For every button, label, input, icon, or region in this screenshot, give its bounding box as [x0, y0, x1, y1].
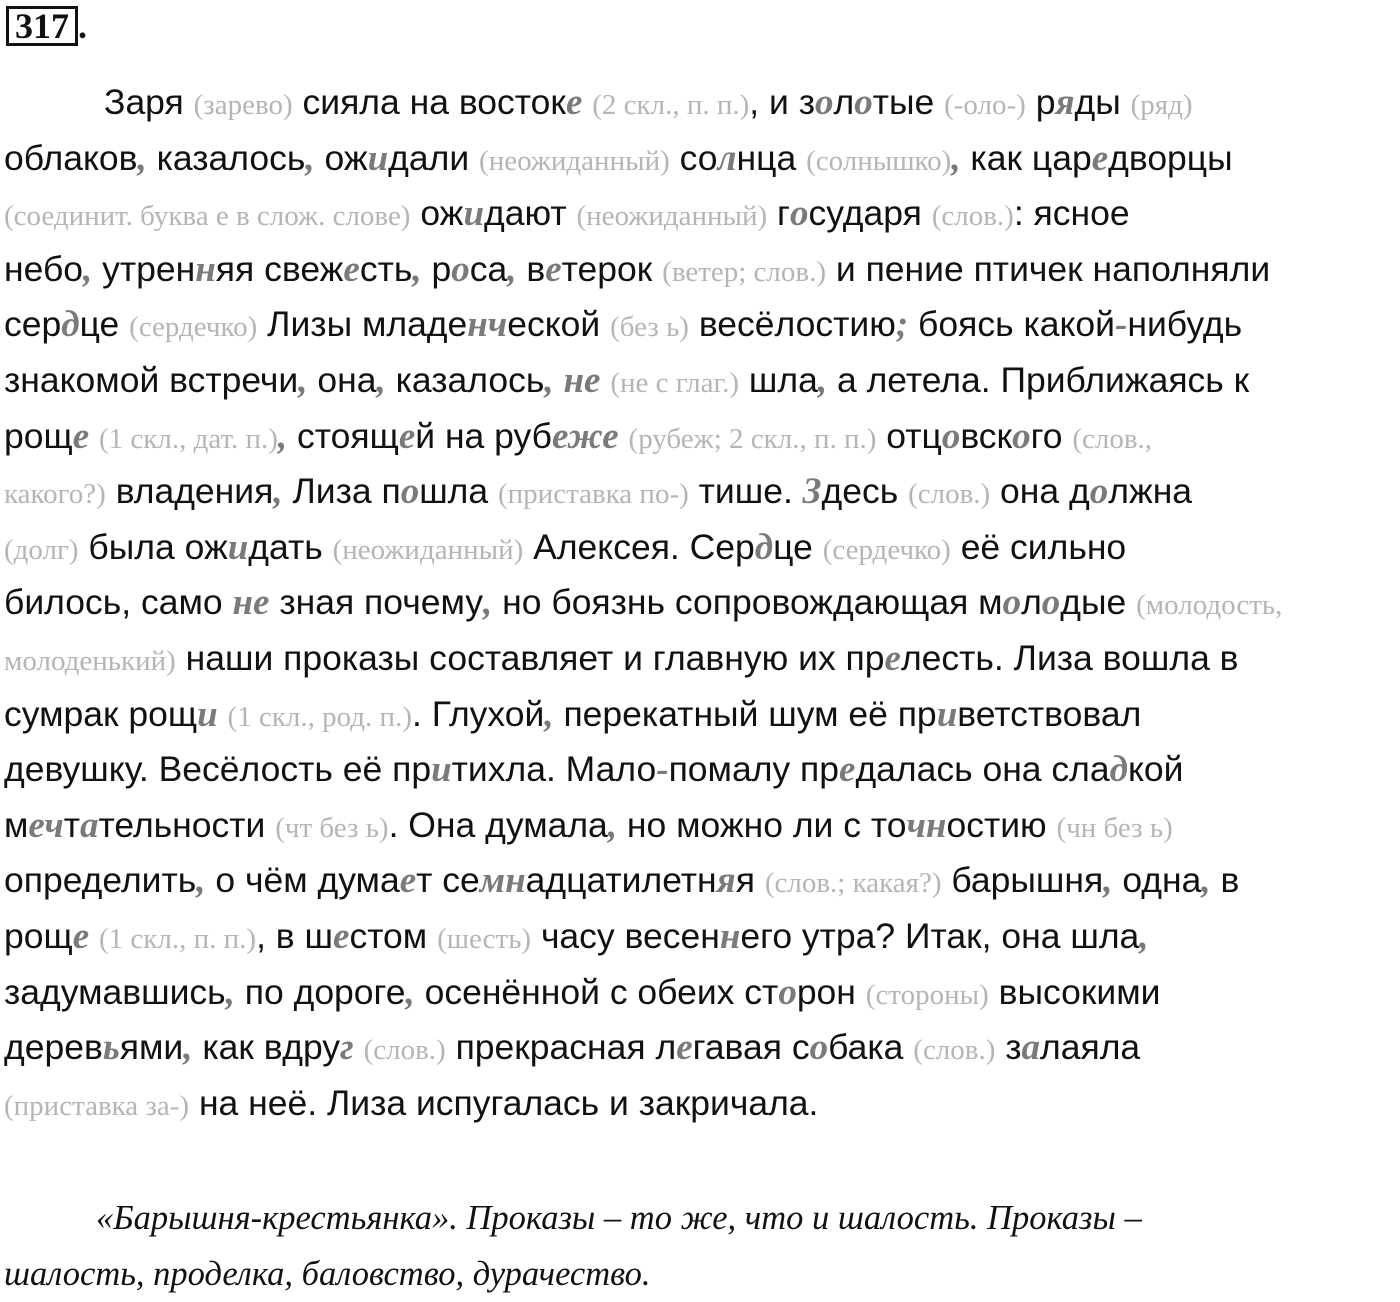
spelling-note: (1 скл., п. п.) [99, 922, 257, 955]
spelling-note: (-оло-) [944, 89, 1026, 121]
text-segment: го [1030, 415, 1073, 456]
text-line [4, 186, 1396, 242]
text-segment: т [63, 804, 81, 845]
text-segment: г [767, 193, 790, 234]
spelling-note: какого?) [4, 478, 106, 511]
spelling-note: (ветер; слов.) [662, 255, 827, 288]
text-segment: ями [119, 1027, 184, 1068]
highlighted-spelling: о [1012, 415, 1031, 457]
highlighted-spelling: е [398, 415, 416, 457]
highlighted-spelling: о [1089, 471, 1109, 513]
spelling-note: (слов.) [363, 1034, 446, 1067]
text-segment: но боязнь сопровождающая м [492, 582, 1003, 623]
highlighted-spelling: , [607, 804, 618, 846]
text-segment: но можно ли с то [617, 804, 907, 845]
text-line [4, 798, 1396, 854]
text-segment: казалось [146, 137, 306, 178]
spelling-note: (без ь) [610, 311, 689, 344]
text-segment: высокими [988, 971, 1161, 1012]
text-segment: це [79, 304, 130, 345]
text-segment: её сильно [950, 526, 1127, 567]
text-line [4, 1076, 1396, 1132]
text-segment: а летела. Приближаясь к [827, 359, 1250, 400]
text-line [4, 575, 1396, 631]
highlighted-spelling: о [789, 193, 809, 235]
exercise-number-box: 317 [6, 6, 78, 46]
text-segment: вск [960, 415, 1013, 456]
highlighted-spelling: о [854, 82, 873, 123]
text-segment: знакомой встречи [4, 359, 299, 400]
text-segment: . Глухой [411, 693, 545, 734]
text-segment: лжна [1108, 471, 1193, 512]
text-line [4, 75, 1396, 131]
text-segment: определить [4, 860, 197, 901]
text-segment: нца [736, 137, 807, 178]
text-segment: его утра? Итак, она шла [740, 915, 1140, 956]
text-segment: ветствовал [957, 693, 1142, 734]
text-segment: еской [507, 304, 611, 345]
text-segment: билось, само [4, 582, 233, 623]
highlighted-spelling: д [1109, 749, 1128, 791]
text-segment: м [4, 804, 29, 845]
highlighted-spelling: е [839, 749, 856, 791]
spelling-note: (рубеж; 2 скл., п. п.) [628, 422, 877, 455]
text-segment: рощ [4, 915, 73, 956]
text-segment: р [421, 248, 452, 289]
highlighted-spelling: и [197, 693, 218, 735]
highlighted-spelling: - [1115, 304, 1128, 346]
spelling-note: (солнышко) [806, 144, 952, 177]
text-line [4, 965, 1396, 1021]
highlighted-spelling: н [195, 248, 216, 290]
highlighted-spelling: , [405, 971, 415, 1013]
highlighted-spelling: , [277, 415, 288, 457]
text-segment: остию [946, 804, 1057, 845]
highlighted-spelling: , [412, 248, 422, 290]
text-line [4, 909, 1396, 965]
text-segment: была ож [78, 526, 228, 567]
text-segment: терок [561, 248, 663, 289]
text-segment: кой [1127, 749, 1184, 790]
text-segment: облаков [4, 137, 138, 178]
text-segment: на неё. Лиза испугалась и закричала. [189, 1082, 819, 1123]
text-segment: дые [1060, 582, 1137, 623]
text-segment: по дороге [234, 971, 406, 1012]
highlighted-spelling: е [72, 915, 90, 957]
highlighted-spelling: л [717, 137, 737, 179]
text-segment: лаяла [1040, 1027, 1141, 1068]
text-segment: часу весен [531, 915, 720, 956]
highlighted-spelling: и [227, 526, 249, 568]
highlighted-spelling: не [563, 359, 601, 401]
text-line [4, 242, 1396, 298]
highlighted-spelling: е [545, 248, 562, 290]
text-segment: боясь какой [908, 304, 1116, 345]
text-segment: тише. [688, 471, 803, 512]
highlighted-spelling: , [376, 359, 386, 401]
highlighted-spelling: мн [479, 860, 526, 902]
spelling-note: (неожиданный) [576, 200, 768, 233]
spelling-note: (слов.) [908, 478, 991, 511]
spelling-note: (неожиданный) [332, 533, 524, 566]
highlighted-spelling: , [273, 471, 283, 513]
highlighted-spelling: чн [906, 804, 947, 846]
highlighted-spelling: е [884, 637, 901, 679]
highlighted-spelling: , [305, 137, 315, 179]
highlighted-spelling: ; [895, 304, 909, 346]
highlighted-spelling: и [936, 693, 958, 735]
text-segment: ож [314, 137, 368, 178]
text-segment: со [669, 137, 718, 178]
highlighted-spelling: , [1103, 860, 1113, 902]
text-segment: ды [1074, 82, 1131, 122]
text-line [4, 853, 1396, 909]
text-segment: лесть. Лиза вошла в [900, 637, 1239, 678]
highlighted-spelling: и [367, 137, 389, 179]
text-segment: сть [359, 248, 413, 289]
highlighted-spelling: а [80, 804, 99, 846]
spelling-note: (зарево) [193, 89, 293, 121]
text-segment: це [773, 526, 823, 567]
text-line [4, 742, 1396, 798]
text-segment: , и з [749, 82, 815, 122]
highlighted-spelling: я [1055, 82, 1075, 123]
highlighted-spelling: , [1201, 860, 1211, 902]
text-segment: она [307, 359, 377, 400]
footnote-line: шалость, проделка, баловство, дурачество. [4, 1254, 651, 1293]
text-segment: тихла. Мало [451, 749, 657, 790]
highlighted-spelling: , [544, 693, 554, 735]
text-segment: казалось [385, 359, 545, 400]
text-line [4, 687, 1396, 743]
text-segment: дерев [4, 1027, 103, 1068]
text-segment [600, 360, 610, 400]
spelling-note: (1 скл., дат. п.) [99, 422, 278, 455]
text-segment: л [833, 82, 855, 122]
text-segment: далась она сла [855, 749, 1110, 790]
text-segment [554, 360, 564, 400]
text-segment [354, 1027, 364, 1067]
highlighted-spelling: я [716, 860, 736, 902]
text-segment: десь [821, 471, 909, 512]
spelling-note: молоденький) [4, 644, 176, 677]
highlighted-spelling: г [340, 1027, 354, 1069]
text-line [4, 131, 1396, 187]
text-segment: рон [796, 971, 866, 1012]
text-segment: адцатилетн [525, 860, 717, 901]
spelling-note: (чт без ь) [275, 811, 389, 844]
highlighted-spelling: , [507, 248, 517, 290]
text-segment: : ясное [1013, 193, 1130, 234]
spelling-note: (шесть) [437, 922, 532, 955]
spelling-note: (ряд) [1130, 89, 1193, 121]
highlighted-spelling: д [754, 526, 774, 568]
text-segment: одна [1112, 860, 1202, 901]
text-segment: сумрак рощ [4, 693, 198, 734]
highlighted-spelling: не [232, 582, 270, 624]
text-segment: л [1021, 582, 1042, 623]
highlighted-spelling: е [399, 860, 417, 902]
text-segment: Лиза п [282, 471, 401, 512]
text-segment: нибудь [1127, 304, 1243, 345]
text-segment: в [1210, 860, 1240, 901]
text-segment [218, 694, 228, 734]
spelling-note: (стороны) [865, 978, 989, 1011]
highlighted-spelling: , [544, 359, 554, 401]
highlighted-spelling: нч [467, 304, 508, 346]
spelling-note: (неожиданный) [479, 144, 670, 177]
text-segment: , в ш [256, 915, 333, 956]
highlighted-spelling: е [565, 82, 583, 123]
text-segment: помалу пр [668, 749, 839, 790]
text-segment: утрен [92, 248, 196, 289]
highlighted-spelling: , [951, 137, 961, 179]
text-line [4, 409, 1396, 465]
spelling-note: (соединит. буква е в слож. слове) [4, 200, 411, 233]
text-segment: р [1025, 82, 1056, 122]
text-segment: прекрасная л [445, 1027, 677, 1068]
highlighted-spelling: , [817, 359, 828, 401]
text-segment: т се [416, 860, 480, 901]
text-segment: как цар [960, 137, 1092, 178]
highlighted-spelling: е [72, 415, 90, 457]
text-segment: з [995, 1027, 1022, 1068]
spelling-note: (молодость, [1136, 589, 1283, 622]
highlighted-spelling: и [463, 193, 485, 235]
spelling-note: (слов.) [931, 200, 1014, 233]
highlighted-spelling: , [483, 582, 493, 624]
text-segment: . Она думала [388, 804, 608, 845]
text-segment: наши проказы составляет и главную их пр [175, 637, 885, 678]
highlighted-spelling: е [343, 248, 360, 290]
highlighted-spelling: е [1091, 137, 1109, 179]
text-line [4, 297, 1396, 353]
text-segment: тые [872, 82, 945, 122]
highlighted-spelling: о [778, 971, 797, 1013]
exercise-text [4, 75, 1396, 1131]
spelling-note: (не с глаг.) [610, 366, 740, 399]
highlighted-spelling: н [719, 915, 741, 957]
text-segment: и пение птичек наполняли [826, 248, 1271, 289]
highlighted-spelling: З [802, 471, 822, 513]
text-segment: шла [419, 471, 498, 512]
highlighted-spelling: а [1021, 1027, 1041, 1069]
text-segment [89, 416, 99, 456]
text-segment: тельности [98, 804, 276, 845]
text-segment [582, 82, 592, 122]
text-segment: задумавшись [4, 971, 226, 1012]
spelling-note: (1 скл., род. п.) [227, 700, 412, 733]
text-segment: дают [484, 193, 577, 234]
text-segment: она д [990, 471, 1090, 512]
text-segment: стоящ [287, 415, 399, 456]
text-segment: отц [876, 415, 942, 456]
exercise-number: 317 . [6, 6, 87, 46]
text-segment: са [469, 248, 508, 289]
text-segment: сер [4, 304, 62, 345]
text-segment: Алексея. Сер [523, 526, 755, 567]
text-segment: девушку. Весёлость её пр [4, 749, 432, 790]
highlighted-spelling: и [431, 749, 452, 791]
text-segment: о чём дума [205, 860, 400, 901]
text-segment: барышня [941, 860, 1104, 901]
text-segment: яя свеж [215, 248, 344, 289]
highlighted-spelling: е [333, 915, 350, 957]
text-segment: дали [388, 137, 480, 178]
text-segment: стом [349, 915, 438, 956]
text-line [4, 1020, 1396, 1076]
text-segment [89, 916, 99, 956]
text-line [4, 353, 1396, 409]
text-segment: бака [828, 1027, 914, 1068]
highlighted-spelling: ь [102, 1027, 120, 1069]
footnote [4, 1190, 1396, 1301]
text-segment: дать [248, 526, 333, 567]
highlighted-spelling: , [137, 137, 147, 179]
text-segment: дворцы [1108, 137, 1233, 178]
text-line [4, 631, 1396, 687]
spelling-note: (слов.) [913, 1034, 996, 1067]
spelling-note: (слов.; какая?) [764, 867, 942, 900]
highlighted-spelling: е [676, 1027, 693, 1069]
highlighted-spelling: , [1139, 915, 1149, 957]
highlighted-spelling: , [298, 359, 308, 401]
text-segment: ож [410, 193, 464, 234]
text-segment: сияла на восток [292, 82, 566, 122]
highlighted-spelling: , [225, 971, 235, 1013]
highlighted-spelling: - [656, 749, 669, 791]
text-segment: владения [105, 471, 274, 512]
spelling-note: (долг) [4, 533, 79, 566]
spelling-note: (сердечко) [129, 311, 258, 344]
spelling-note: (приставка по-) [498, 478, 689, 511]
text-segment: Заря [104, 82, 194, 122]
highlighted-spelling: , [196, 860, 206, 902]
highlighted-spelling: о [400, 471, 420, 513]
text-segment: рощ [4, 415, 73, 456]
highlighted-spelling: , [83, 248, 93, 290]
spelling-note: (2 скл., п. п.) [592, 89, 750, 121]
highlighted-spelling: о [1002, 582, 1022, 624]
text-segment: гавая с [692, 1027, 810, 1068]
spelling-note: (слов., [1072, 422, 1153, 455]
text-line [4, 520, 1396, 576]
text-segment: й на руб [415, 415, 552, 456]
spelling-note: (приставка за-) [4, 1089, 190, 1122]
text-segment: перекатный шум её пр [553, 693, 937, 734]
text-segment: весёлостию [688, 304, 896, 345]
text-segment: Лизы младе [257, 304, 468, 345]
highlighted-spelling: о [1041, 582, 1061, 624]
text-segment [619, 416, 629, 456]
spelling-note: (чн без ь) [1056, 811, 1173, 844]
highlighted-spelling: о [941, 415, 961, 457]
highlighted-spelling: д [61, 304, 80, 346]
text-segment: сударя [808, 193, 932, 234]
text-segment: я [735, 860, 765, 901]
text-segment: осенённой с обеих ст [414, 971, 779, 1012]
spelling-note: (сердечко) [822, 533, 951, 566]
text-line [4, 464, 1396, 520]
highlighted-spelling: еч [28, 804, 64, 846]
highlighted-spelling: о [815, 82, 834, 123]
text-segment: небо [4, 248, 84, 289]
text-segment: шла [739, 359, 818, 400]
highlighted-spelling: о [451, 248, 470, 290]
footnote-line: «Барышня-крестьянка». Проказы – то же, что и шалость. Проказы – [96, 1199, 1142, 1237]
text-segment: как вдру [192, 1027, 341, 1068]
highlighted-spelling: еже [551, 415, 619, 457]
text-segment: зная почему [269, 582, 484, 623]
highlighted-spelling: о [809, 1027, 829, 1069]
highlighted-spelling: , [183, 1027, 193, 1069]
text-segment: в [516, 248, 546, 289]
